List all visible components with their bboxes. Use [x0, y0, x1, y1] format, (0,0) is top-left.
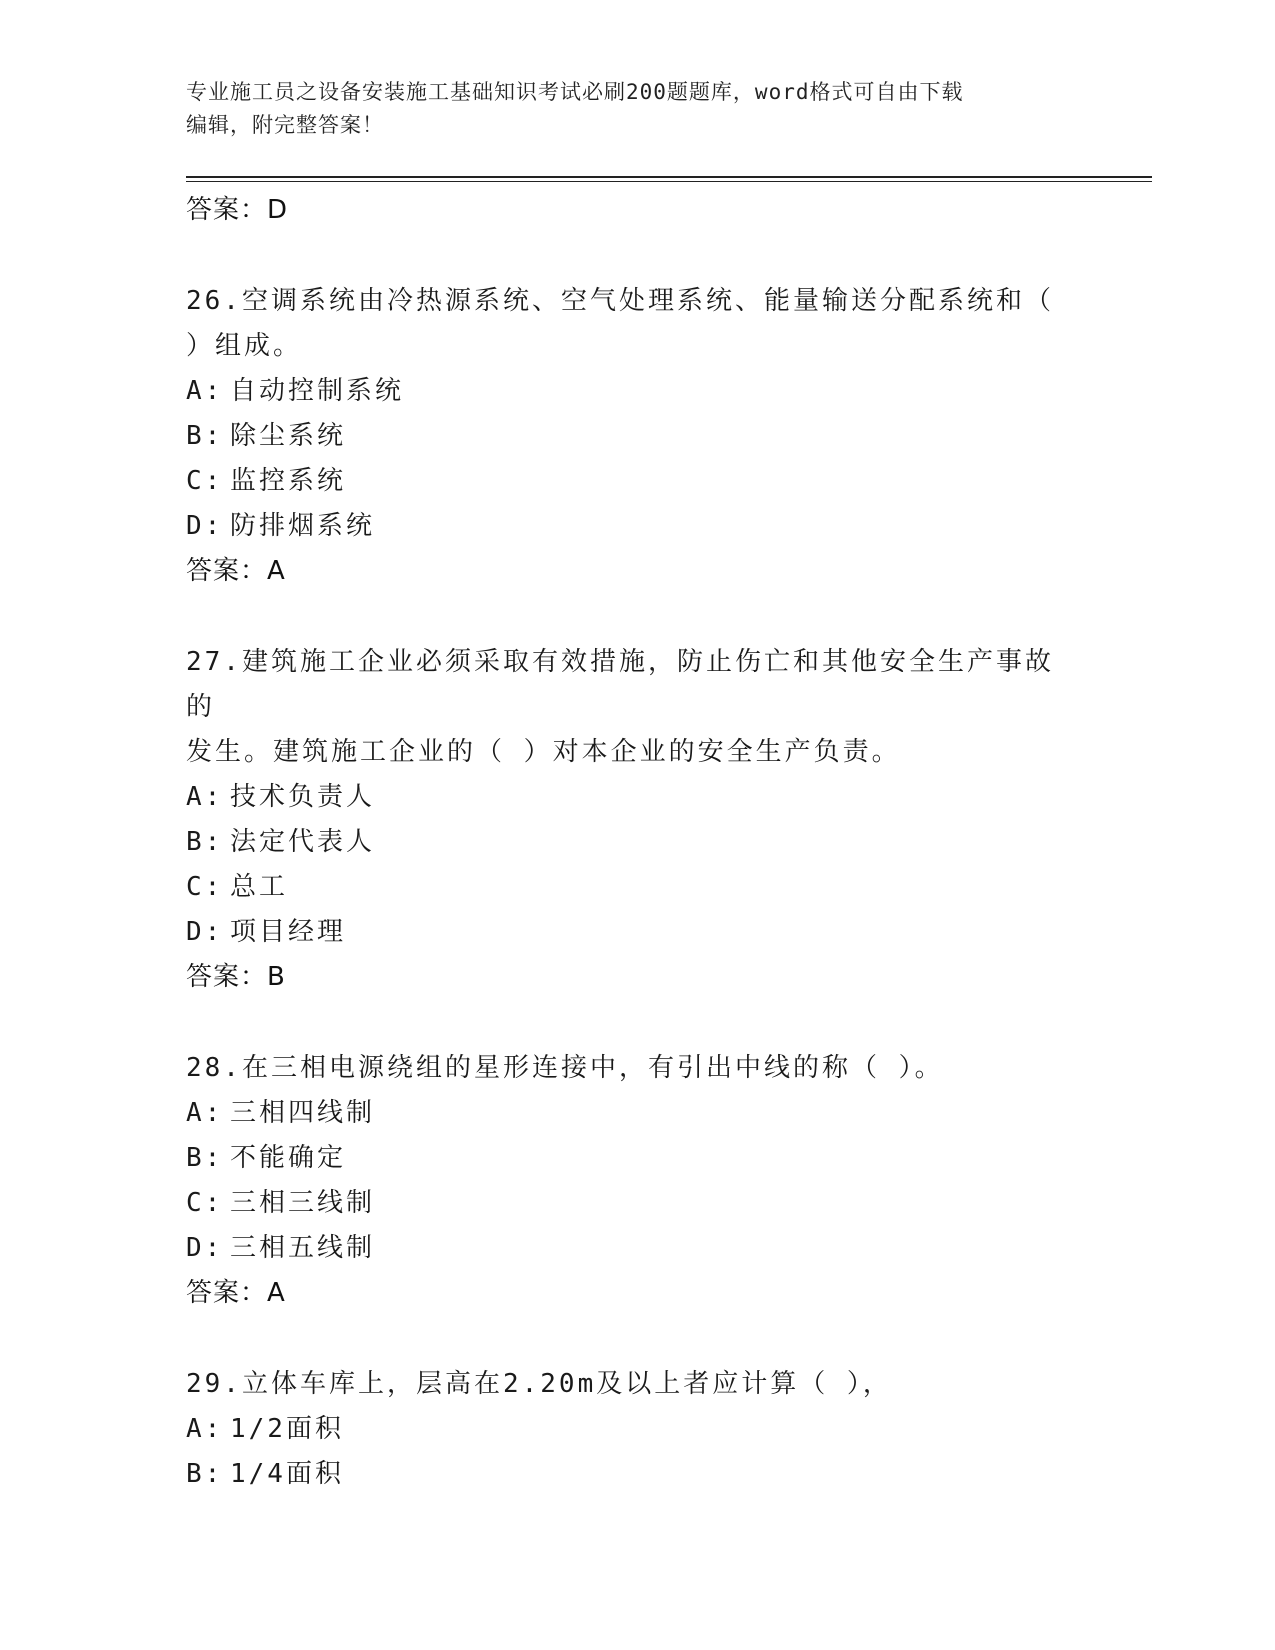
question-26 — [186, 279, 1086, 594]
option-letter: C: — [186, 1188, 224, 1218]
header-divider-thin — [186, 181, 1152, 182]
header-divider — [186, 176, 1152, 178]
option-letter: B: — [186, 827, 224, 857]
question-26-option-b — [186, 414, 1086, 459]
question-26-answer: 答案：A — [186, 556, 286, 586]
option-text: 不能确定 — [230, 1143, 347, 1173]
question-27 — [186, 640, 1086, 1000]
option-text: 1/4面积 — [230, 1459, 344, 1489]
option-text: 三相五线制 — [230, 1233, 376, 1263]
option-letter: B: — [186, 421, 224, 451]
question-27-option-c — [186, 865, 1086, 910]
option-text: 三相三线制 — [230, 1188, 376, 1218]
question-26-option-a — [186, 369, 1086, 414]
question-28-answer: 答案：A — [186, 1278, 286, 1308]
option-letter: A: — [186, 1098, 224, 1128]
document-body — [186, 188, 1086, 1497]
option-text: 防排烟系统 — [230, 511, 376, 541]
option-letter: D: — [186, 511, 224, 541]
question-29-option-b — [186, 1452, 1086, 1497]
option-text: 技术负责人 — [230, 782, 376, 812]
question-27-line-1: 27.建筑施工企业必须采取有效措施，防止伤亡和其他安全生产事故的 — [186, 647, 1054, 722]
option-text: 1/2面积 — [230, 1414, 344, 1444]
question-27-option-b — [186, 820, 1086, 865]
option-letter: A: — [186, 1414, 224, 1444]
option-letter: A: — [186, 782, 224, 812]
question-27-option-d — [186, 910, 1086, 955]
spacer — [186, 1316, 1086, 1362]
option-letter: C: — [186, 466, 224, 496]
header-line-1: 专业施工员之设备安装施工基础知识考试必刷200题题库，word格式可自由下载 — [186, 80, 964, 104]
option-text: 监控系统 — [230, 466, 347, 496]
option-letter: B: — [186, 1143, 224, 1173]
question-26-line-1: 26.空调系统由冷热源系统、空气处理系统、能量输送分配系统和（ — [186, 286, 1054, 316]
option-letter: A: — [186, 376, 224, 406]
question-26-option-c — [186, 459, 1086, 504]
question-27-line-2: 发生。建筑施工企业的（ ）对本企业的安全生产负责。 — [186, 737, 901, 767]
question-26-line-2: ）组成。 — [186, 331, 303, 361]
question-29-option-a — [186, 1407, 1086, 1452]
question-29 — [186, 1362, 1086, 1497]
option-letter: B: — [186, 1459, 224, 1489]
spacer — [186, 233, 1086, 279]
question-28-line-1: 28.在三相电源绕组的星形连接中，有引出中线的称（ ）。 — [186, 1053, 944, 1083]
option-letter: D: — [186, 917, 224, 947]
question-28-option-a — [186, 1091, 1086, 1136]
question-26-option-d — [186, 504, 1086, 549]
question-28-option-d — [186, 1226, 1086, 1271]
previous-answer: 答案：D — [186, 195, 289, 225]
question-29-line-1: 29.立体车库上，层高在2.20m及以上者应计算（ ）， — [186, 1369, 892, 1399]
header-line-2: 编辑，附完整答案！ — [186, 113, 384, 137]
question-28-option-c — [186, 1181, 1086, 1226]
document-header — [186, 76, 1066, 142]
question-27-option-a — [186, 775, 1086, 820]
option-text: 总工 — [230, 872, 289, 902]
option-text: 自动控制系统 — [230, 376, 405, 406]
question-28 — [186, 1046, 1086, 1316]
spacer — [186, 1000, 1086, 1046]
option-letter: D: — [186, 1233, 224, 1263]
option-text: 除尘系统 — [230, 421, 347, 451]
option-text: 法定代表人 — [230, 827, 376, 857]
option-text: 三相四线制 — [230, 1098, 376, 1128]
option-letter: C: — [186, 872, 224, 902]
option-text: 项目经理 — [230, 917, 347, 947]
question-27-answer: 答案：B — [186, 962, 286, 992]
question-28-option-b — [186, 1136, 1086, 1181]
spacer — [186, 594, 1086, 640]
